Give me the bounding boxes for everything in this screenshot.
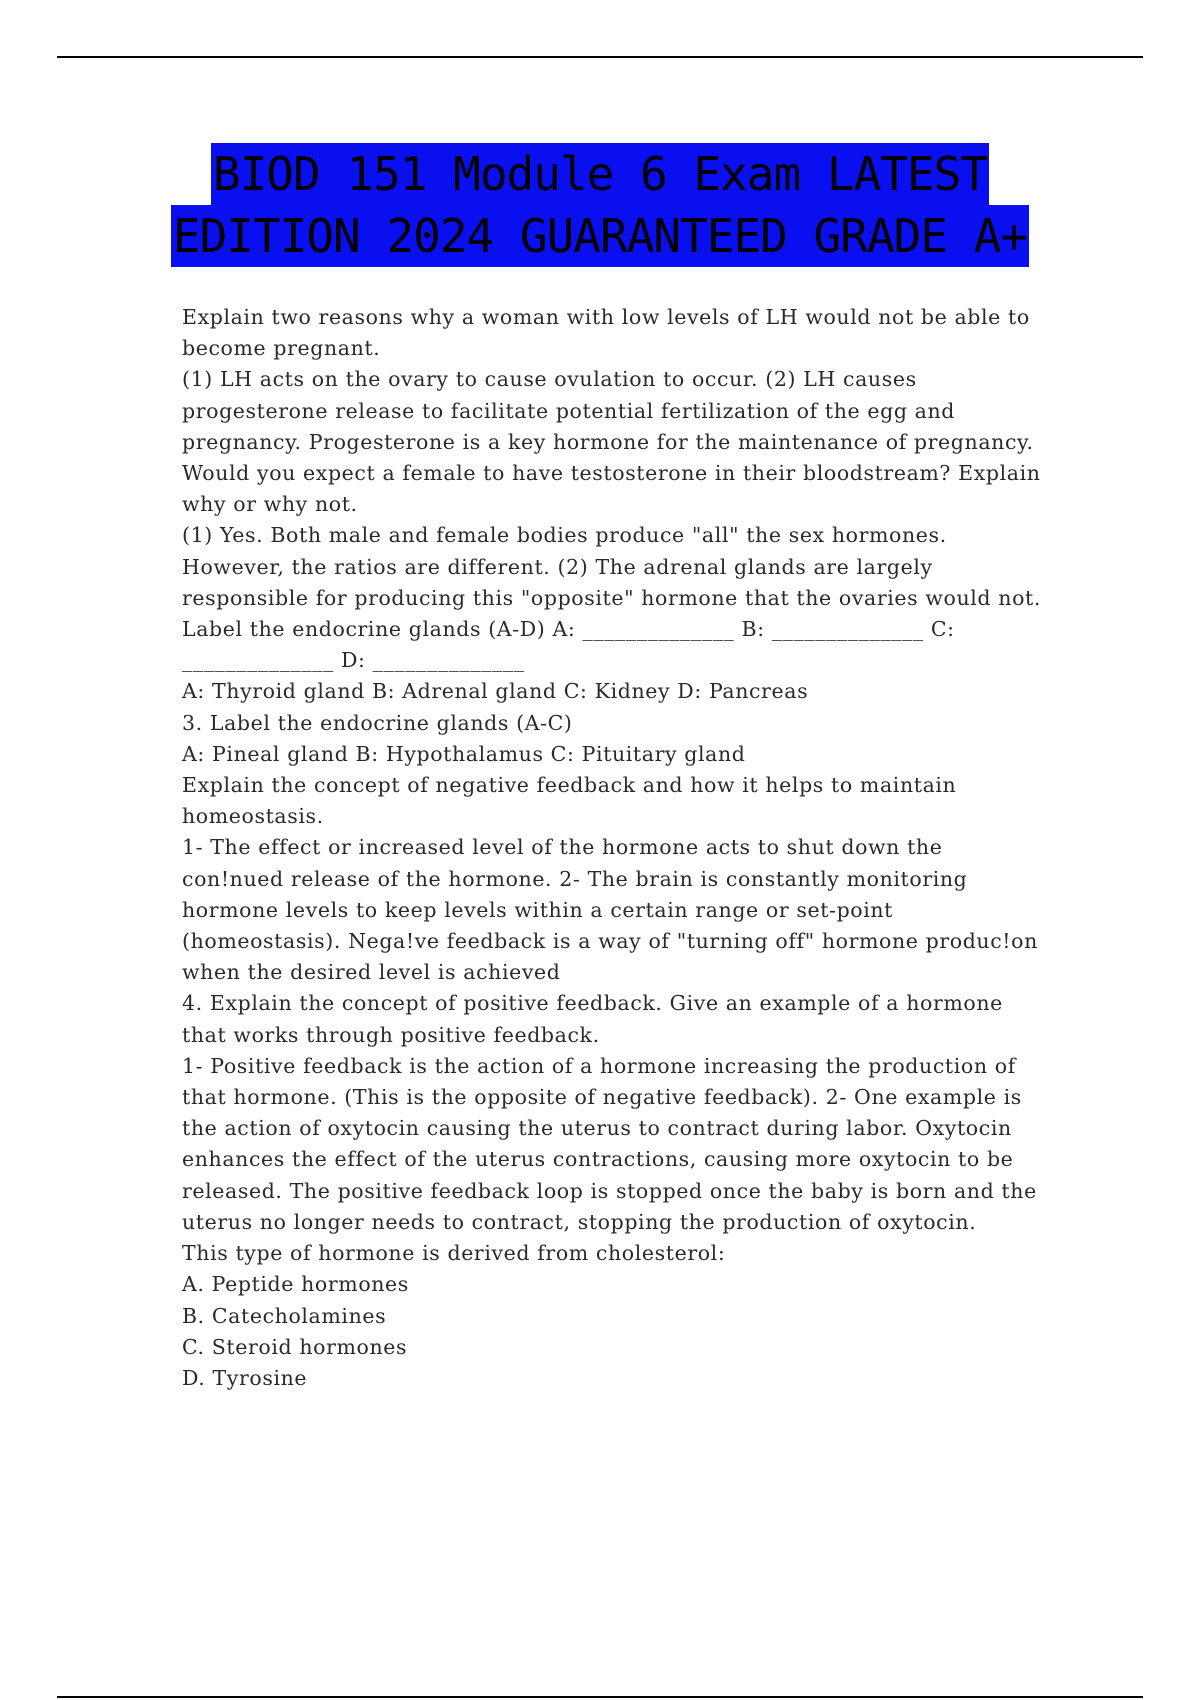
answer-testosterone: (1) Yes. Both male and female bodies produce "all" the sex hormones. However, the ratios are different. (2) The adrenal glands are largely responsible for producing this "opposite" hormone that the ovaries would not. — [182, 523, 1041, 610]
question-lh-pregnancy: Explain two reasons why a woman with low levels of LH would not be able to become pregnant. — [182, 305, 1030, 361]
answer-lh-pregnancy: (1) LH acts on the ovary to cause ovulation to occur. (2) LH causes progesterone release to facilitate potential fertilization of the egg and pregnancy. Progesterone is a key hormone for the maintenance of pregnancy. — [182, 367, 1034, 454]
option-a: A. Peptide hormones — [182, 1272, 409, 1297]
answer-positive-feedback: 1- Positive feedback is the action of a hormone increasing the production of that hormone. (This is the opposite of negative feedback). 2- One example is the action of oxytocin causing the uterus to contract during labor. Oxytocin enhances the effect of the uterus contractions, causing more oxytocin to be released. The positive feedback loop is stopped once the baby is born and the uterus no longer needs to contract, stopping the production of oxytocin. — [182, 1053, 1037, 1234]
question-positive-feedback: 4. Explain the concept of positive feedback. Give an example of a hormone that works through positive feedback. — [182, 991, 1003, 1047]
option-d: D. Tyrosine — [182, 1365, 308, 1390]
header-rule — [57, 56, 1143, 58]
option-b: B. Catecholamines — [182, 1303, 387, 1328]
answer-label-glands-a-d: A: Thyroid gland B: Adrenal gland C: Kidney D: Pancreas — [182, 679, 809, 704]
answer-label-glands-a-c: A: Pineal gland B: Hypothalamus C: Pituitary gland — [182, 741, 746, 766]
answer-negative-feedback: 1- The effect or increased level of the hormone acts to shut down the con!nued release of the hormone. 2- The brain is constantly monitoring hormone levels to keep levels within a certain range or set-point (homeostasis). Nega!ve feedback is a way of "turning off" hormone produc!on when the desired level is achieved — [182, 835, 1038, 985]
question-negative-feedback: Explain the concept of negative feedback and how it helps to maintain homeostasis. — [182, 773, 957, 829]
question-testosterone: Would you expect a female to have testosterone in their bloodstream? Explain why or why not. — [182, 461, 1041, 517]
question-label-glands-a-c: 3. Label the endocrine glands (A-C) — [182, 710, 573, 735]
title-line-2: EDITION 2024 GUARANTEED GRADE A+ — [171, 205, 1029, 267]
title-line-1: BIOD 151 Module 6 Exam LATEST — [211, 143, 989, 205]
document-title — [0, 143, 1200, 267]
footer-rule — [57, 1696, 1143, 1698]
question-cholesterol-hormone: This type of hormone is derived from cholesterol: — [182, 1241, 726, 1266]
option-c: C. Steroid hormones — [182, 1334, 408, 1359]
question-label-glands-a-d: Label the endocrine glands (A-D) A: ______________ B: ______________ C: ______________ D: ______________ — [182, 617, 955, 673]
document-body — [182, 302, 1042, 1394]
